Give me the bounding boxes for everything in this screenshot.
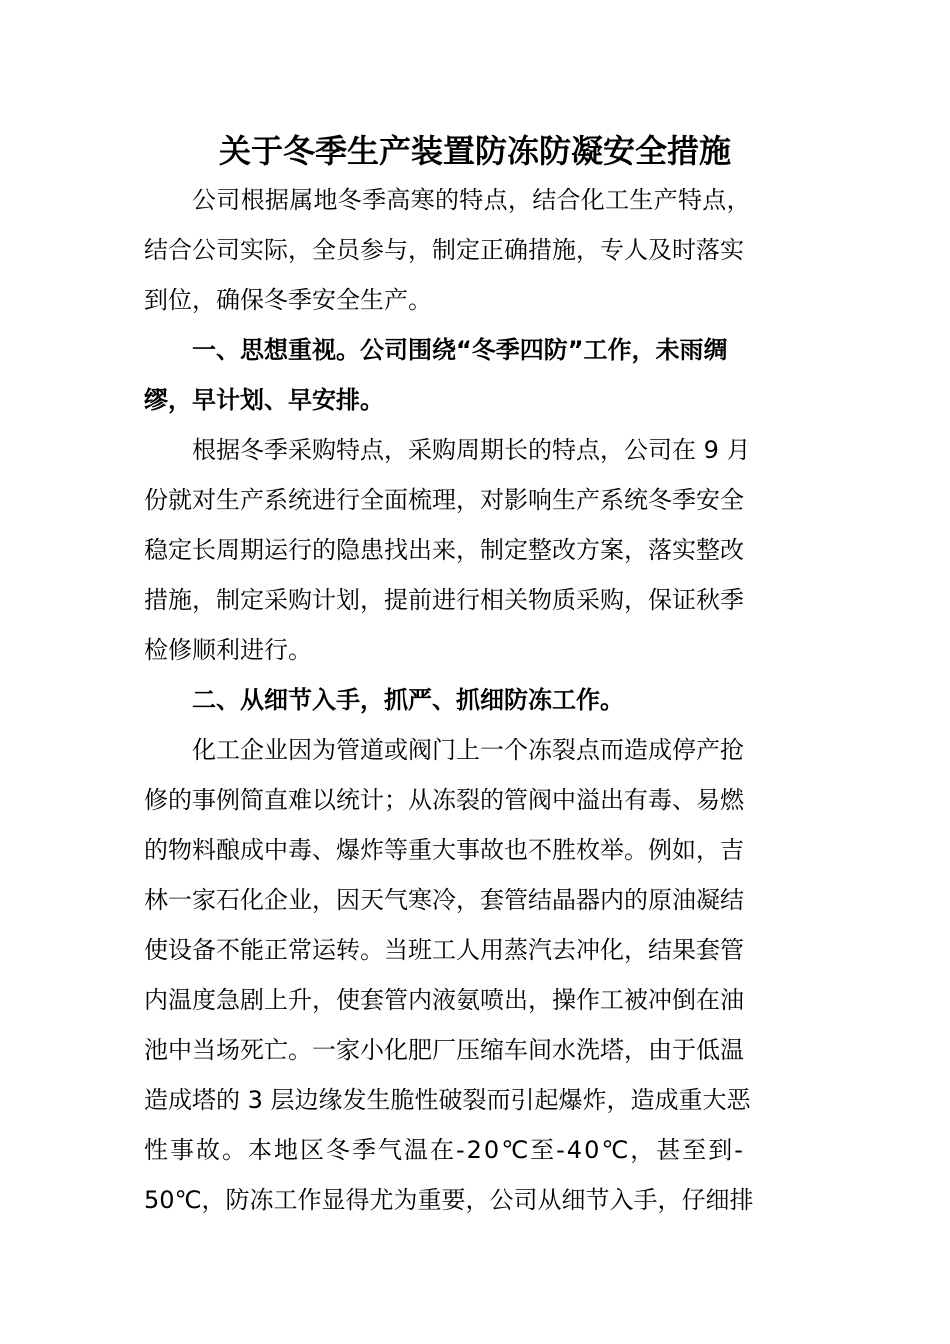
paragraph-line: 内温度急剧上升，使套管内液氨喷出，操作工被冲倒在油 (144, 986, 744, 1014)
paragraph-line: 结合公司实际，全员参与，制定正确措施，专人及时落实 (144, 236, 744, 264)
paragraph-line: 根据冬季采购特点，采购周期长的特点，公司在 9 月 (192, 436, 751, 464)
paragraph-line: 到位，确保冬季安全生产。 (144, 286, 432, 314)
paragraph-line: 使设备不能正常运转。当班工人用蒸汽去冲化，结果套管 (144, 936, 744, 964)
section-heading-line: 一、思想重视。公司围绕“冬季四防”工作，未雨绸 (192, 336, 728, 364)
paragraph-line: 措施，制定采购计划，提前进行相关物质采购，保证秋季 (144, 586, 744, 614)
paragraph-line: 公司根据属地冬季高寒的特点，结合化工生产特点， (192, 186, 751, 214)
section-heading-line: 缪，早计划、早安排。 (144, 386, 384, 414)
paragraph-line: 份就对生产系统进行全面梳理，对影响生产系统冬季安全 (144, 486, 744, 514)
paragraph-line: 造成塔的 3 层边缘发生脆性破裂而引起爆炸，造成重大恶 (144, 1086, 751, 1114)
paragraph-line: 50℃，防冻工作显得尤为重要，公司从细节入手，仔细排 (144, 1186, 754, 1214)
paragraph-line: 修的事例简直难以统计；从冻裂的管阀中溢出有毒、易燃 (144, 786, 744, 814)
paragraph-line: 性事故。本地区冬季气温在-20℃至-40℃，甚至到- (144, 1136, 745, 1164)
paragraph-line: 池中当场死亡。一家小化肥厂压缩车间水洗塔，由于低温 (144, 1036, 744, 1064)
paragraph-line: 检修顺利进行。 (144, 636, 312, 664)
document-title: 关于冬季生产装置防冻防凝安全措施 (218, 132, 731, 170)
document-body (144, 175, 808, 1225)
paragraph-line: 化工企业因为管道或阀门上一个冻裂点而造成停产抢 (192, 736, 744, 764)
paragraph-line: 的物料酿成中毒、爆炸等重大事故也不胜枚举。例如，吉 (144, 836, 744, 864)
paragraph-line: 林一家石化企业，因天气寒冷，套管结晶器内的原油凝结 (144, 886, 744, 914)
paragraph-line: 稳定长周期运行的隐患找出来，制定整改方案，落实整改 (144, 536, 744, 564)
section-heading-line: 二、从细节入手，抓严、抓细防冻工作。 (192, 686, 624, 714)
